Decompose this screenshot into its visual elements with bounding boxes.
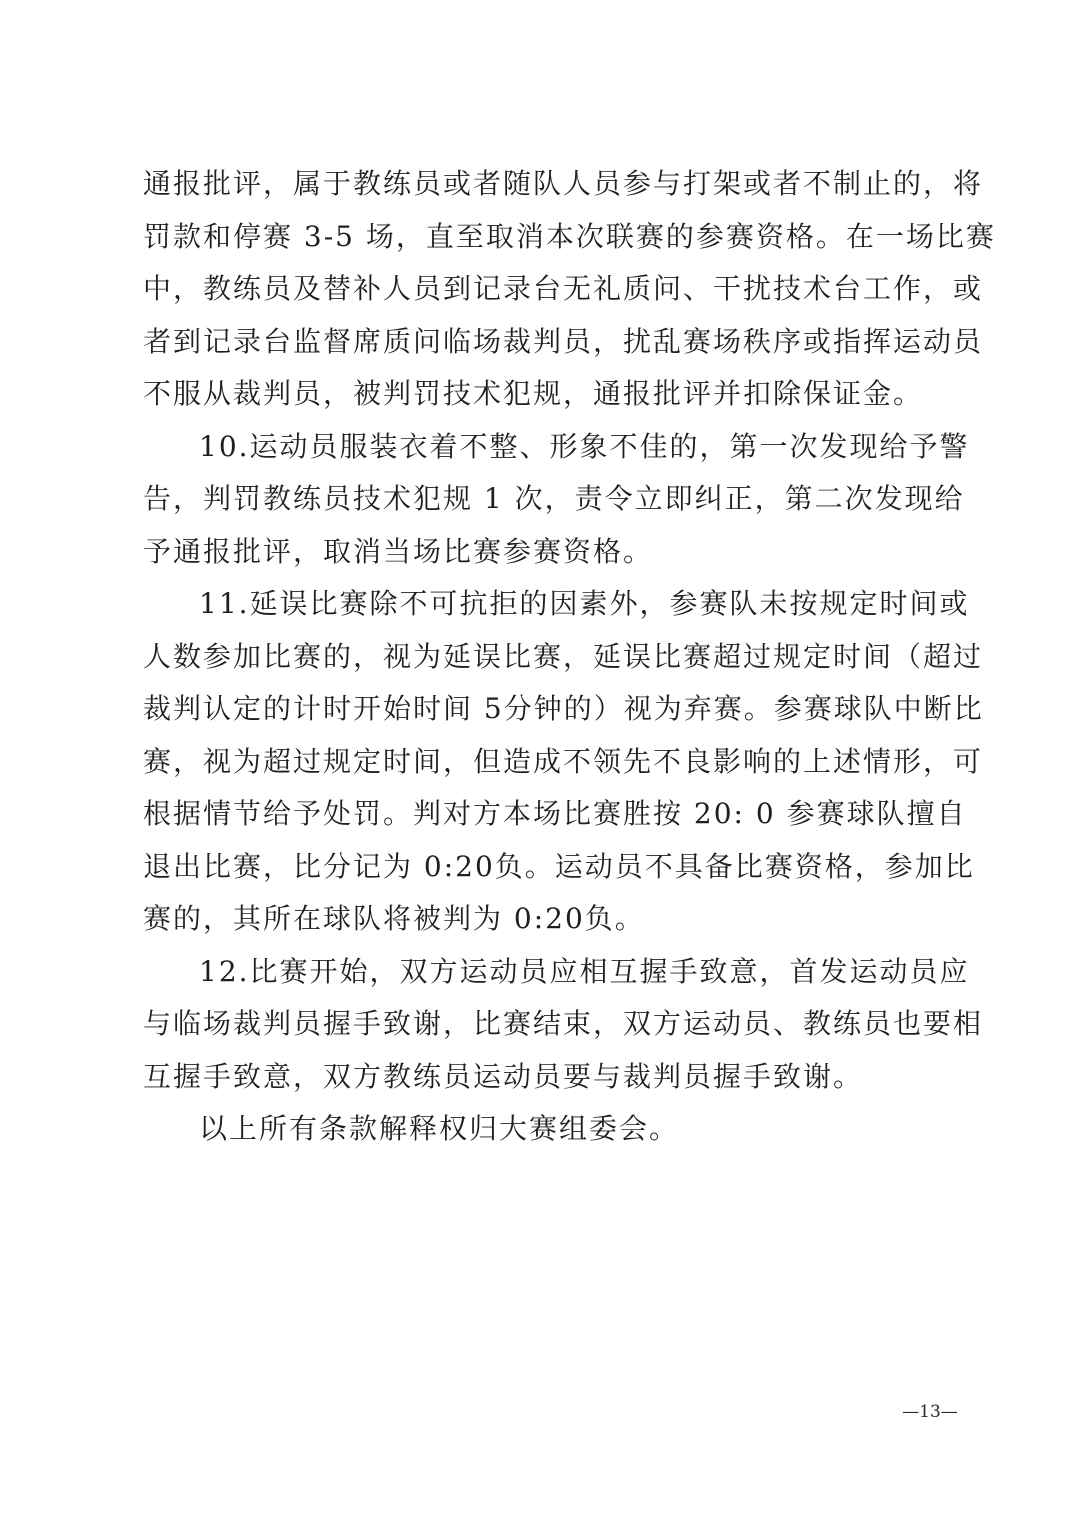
text-line: 根据情节给予处罚。判对方本场比赛胜按 20: 0 参赛球队擅自 [143,797,967,830]
text-line: 人数参加比赛的，视为延误比赛，延误比赛超过规定时间（超过 [143,639,984,673]
text-line: 通报批评，属于教练员或者随队人员参与打架或者不制止的，将 [143,167,984,200]
text-line: 赛，视为超过规定时间，但造成不领先不良影响的上述情形，可 [143,744,984,778]
text-line: 者到记录台监督席质问临场裁判员，扰乱赛场秩序或指挥运动员 [143,324,984,358]
text-line: 罚款和停赛 3-5 场，直至取消本次联赛的参赛资格。在一场比赛 [143,219,996,253]
text-line: 与临场裁判员握手致谢，比赛结束，双方运动员、教练员也要相 [143,1007,984,1040]
text-line: 予通报批评，取消当场比赛参赛资格。 [143,534,654,568]
clause-12-start: 12.比赛开始，双方运动员应相互握手致意，首发运动员应 [199,954,970,988]
text-line: 退出比赛，比分记为 0:20负。运动员不具备比赛资格，参加比 [143,849,975,883]
text-line: 中，教练员及替补人员到记录台无礼质问、干扰技术台工作，或 [143,272,984,305]
text-line: 互握手致意，双方教练员运动员要与裁判员握手致谢。 [143,1059,864,1093]
closing-statement: 以上所有条款解释权归大赛组委会。 [199,1112,680,1145]
clause-10-start: 10.运动员服装衣着不整、形象不佳的，第一次发现给予警 [199,429,970,463]
text-line: 裁判认定的计时开始时间 5分钟的）视为弃赛。参赛球队中断比 [143,692,984,725]
body-text [143,158,996,1156]
clause-11-start: 11.延误比赛除不可抗拒的因素外，参赛队未按规定时间或 [199,587,970,620]
text-line: 赛的，其所在球队将被判为 0:20负。 [143,902,645,935]
text-line: 不服从裁判员，被判罚技术犯规，通报批评并扣除保证金。 [143,377,924,410]
page-number: —13— [902,1402,958,1422]
text-line: 告，判罚教练员技术犯规 1 次，责令立即纠正，第二次发现给 [143,482,965,515]
